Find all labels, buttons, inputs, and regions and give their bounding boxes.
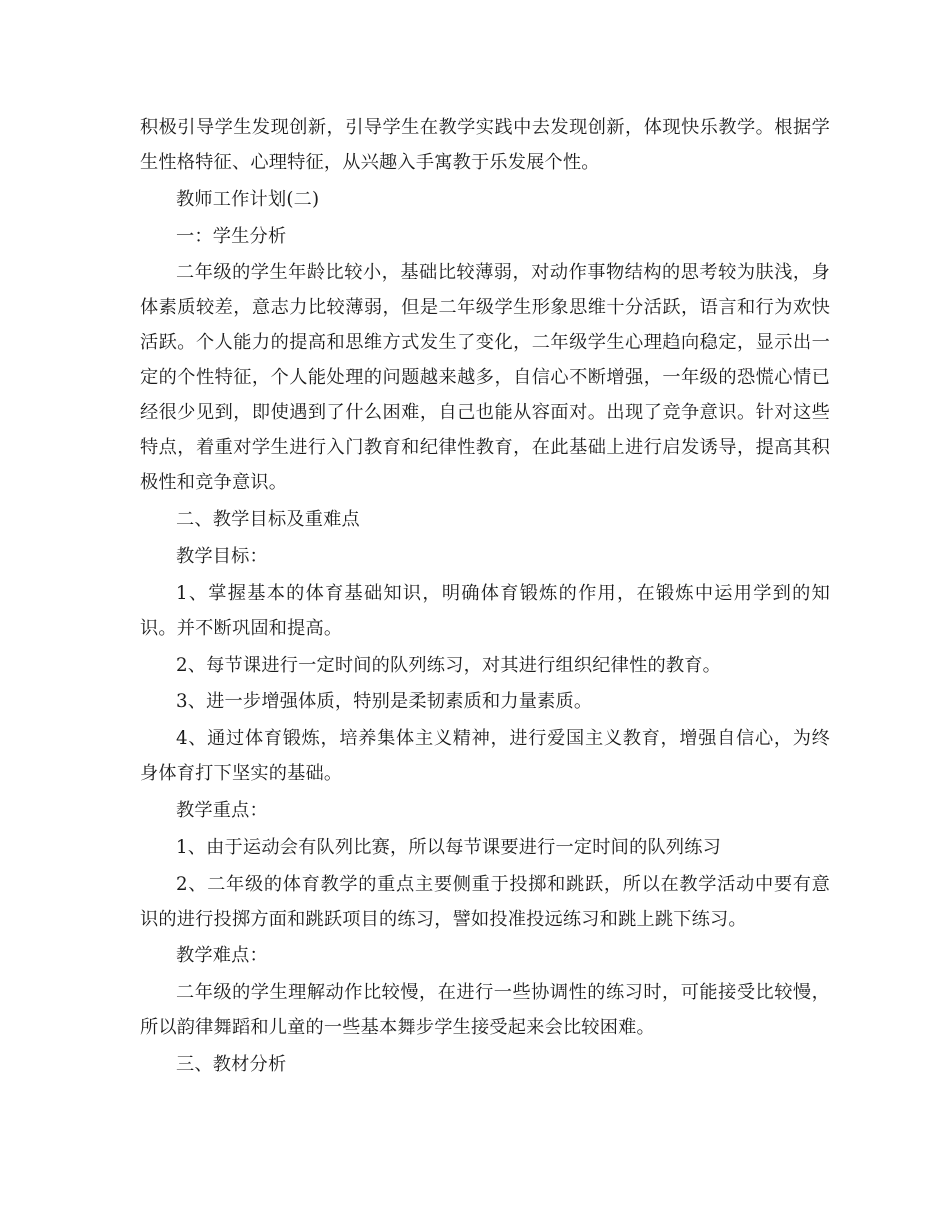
goal-item-1: 1、掌握基本的体育基础知识，明确体育锻炼的作用，在锻炼中运用学到的知识。并不断巩固和提高。 xyxy=(140,582,830,639)
document-page xyxy=(140,110,830,1084)
label-teaching-difficulty: 教学难点： xyxy=(176,945,268,967)
focus-item-1: 1、由于运动会有队列比赛，所以每节课要进行一定时间的队列练习 xyxy=(176,836,722,858)
goal-item-3: 3、进一步增强体质，特别是柔韧素质和力量素质。 xyxy=(176,691,593,713)
section-title-plan-two: 教师工作计划(二) xyxy=(176,188,320,210)
paragraph-difficulty: 二年级的学生理解动作比较慢，在进行一些协调性的练习时，可能接受比较慢，所以韵律舞蹈和儿童的一些基本舞步学生接受起来会比较困难。 xyxy=(140,982,830,1039)
paragraph-student-analysis: 二年级的学生年龄比较小，基础比较薄弱，对动作事物结构的思考较为肤浅，身体素质较差，意志力比较薄弱，但是二年级学生形象思维十分活跃，语言和行为欢快活跃。个人能力的提高和思维方式发生了变化，二年级学生心理趋向稳定，显示出一定的个性特征，个人能处理的问题越来越多，自信心不断增强，一年级的恐慌心情已经很少见到，即使遇到了什么困难，自己也能从容面对。出现了竞争意识。针对这些特点，着重对学生进行入门教育和纪律性教育，在此基础上进行启发诱导，提高其积极性和竞争意识。 xyxy=(140,262,830,494)
goal-item-2: 2、每节课进行一定时间的队列练习，对其进行组织纪律性的教育。 xyxy=(176,654,722,676)
heading-material-analysis: 三、教材分析 xyxy=(176,1053,287,1075)
label-teaching-goals: 教学目标： xyxy=(176,545,268,567)
goal-item-4: 4、通过体育锻炼，培养集体主义精神，进行爱国主义教育，增强自信心，为终身体育打下坚实的基础。 xyxy=(140,728,830,785)
paragraph-intro-continuation: 积极引导学生发现创新，引导学生在教学实践中去发现创新，体现快乐教学。根据学生性格特征、心理特征，从兴趣入手寓教于乐发展个性。 xyxy=(140,117,830,173)
label-teaching-focus: 教学重点： xyxy=(176,799,268,821)
heading-teaching-goals: 二、教学目标及重难点 xyxy=(176,509,360,531)
focus-item-2: 2、二年级的体育教学的重点主要侧重于投掷和跳跃，所以在教学活动中要有意识的进行投掷方面和跳跃项目的练习，譬如投准投远练习和跳上跳下练习。 xyxy=(140,873,830,930)
heading-student-analysis: 一：学生分析 xyxy=(176,225,287,247)
